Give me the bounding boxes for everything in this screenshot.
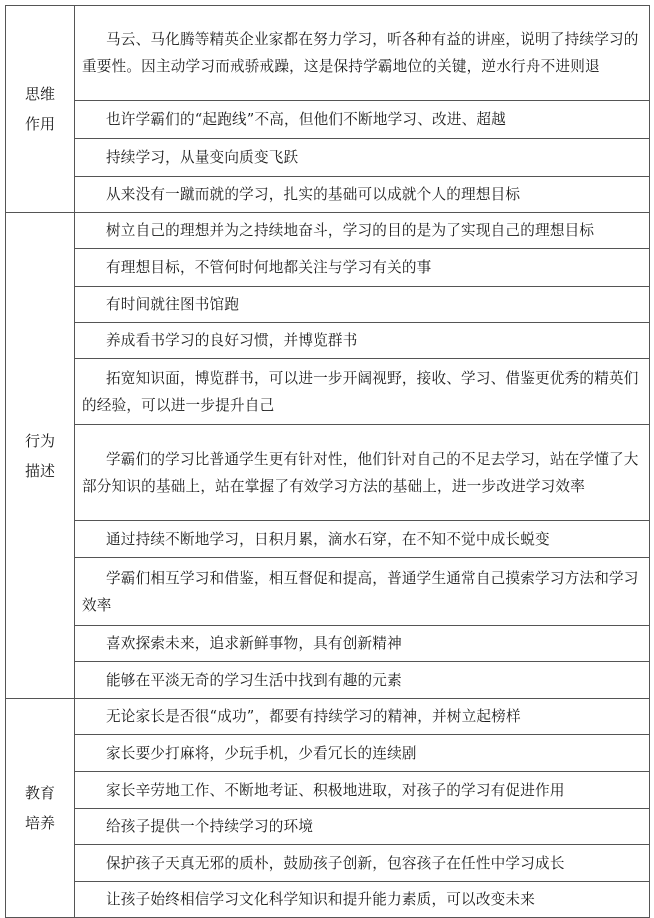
table-cell-text: 通过持续不断地学习，日积月累，滴水石穿，在不知不觉中成长蜕变 <box>75 521 650 558</box>
table-cell-text: 从来没有一蹴而就的学习，扎实的基础可以成就个人的理想目标 <box>75 177 650 213</box>
table-cell-text: 给孩子提供一个持续学习的环境 <box>75 809 650 845</box>
table-row <box>6 425 650 521</box>
table-row <box>6 6 650 101</box>
table-cell-text: 有时间就往图书馆跑 <box>75 287 650 323</box>
category-label-line: 教育 <box>24 784 55 802</box>
table-cell-text: 能够在平淡无奇的学习生活中找到有趣的元素 <box>75 662 650 699</box>
table-row <box>6 845 650 882</box>
table-cell-text: 学霸们相互学习和借鉴，相互督促和提高，普通学生通常自己摸索学习方法和学习效率 <box>75 558 650 626</box>
table-cell-text: 持续学习，从量变向质变飞跃 <box>75 139 650 177</box>
table-row <box>6 882 650 918</box>
table-cell-text: 喜欢探索未来，追求新鲜事物，具有创新精神 <box>75 626 650 662</box>
table-cell-text: 马云、马化腾等精英企业家都在努力学习，听各种有益的讲座，说明了持续学习的重要性。因主动学习而戒骄戒躁，这是保持学霸地位的关键，逆水行舟不进则退 <box>75 6 650 101</box>
table-row <box>6 177 650 213</box>
category-cell-thinking <box>6 6 75 213</box>
table-row <box>6 287 650 323</box>
table-row <box>6 521 650 558</box>
table-cell-text: 无论家长是否很“成功”，都要有持续学习的精神，并树立起榜样 <box>75 699 650 735</box>
table-row <box>6 101 650 139</box>
table-row <box>6 139 650 177</box>
table-cell-text: 也许学霸们的“起跑线”不高，但他们不断地学习、改进、超越 <box>75 101 650 139</box>
behavior-table <box>5 5 650 918</box>
table-row <box>6 558 650 626</box>
table-row <box>6 699 650 735</box>
table-row <box>6 213 650 249</box>
table-cell-text: 拓宽知识面，博览群书，可以进一步开阔视野，接收、学习、借鉴更优秀的精英们的经验，可以进一步提升自己 <box>75 359 650 425</box>
category-label-line: 描述 <box>24 461 55 480</box>
table-cell-text: 家长辛劳地工作、不断地考证、积极地进取，对孩子的学习有促进作用 <box>75 772 650 809</box>
table-cell-text: 树立自己的理想并为之持续地奋斗，学习的目的是为了实现自己的理想目标 <box>75 213 650 249</box>
category-label-line: 培养 <box>24 814 55 832</box>
table-row <box>6 772 650 809</box>
document-page <box>5 5 649 908</box>
table-row <box>6 626 650 662</box>
table-row <box>6 249 650 287</box>
table-cell-text: 有理想目标，不管何时何地都关注与学习有关的事 <box>75 249 650 287</box>
table-cell-text: 养成看书学习的良好习惯，并博览群书 <box>75 323 650 359</box>
category-label-line: 思维 <box>24 85 55 103</box>
table-cell-text: 让孩子始终相信学习文化科学知识和提升能力素质，可以改变未来 <box>75 882 650 918</box>
table-cell-text: 家长要少打麻将，少玩手机，少看冗长的连续剧 <box>75 735 650 772</box>
category-label-line: 行为 <box>24 431 55 450</box>
table-row <box>6 735 650 772</box>
table-cell-text: 保护孩子天真无邪的质朴，鼓励孩子创新，包容孩子在任性中学习成长 <box>75 845 650 882</box>
table-row <box>6 809 650 845</box>
category-cell-behavior <box>6 213 75 699</box>
table-row <box>6 359 650 425</box>
table-row <box>6 662 650 699</box>
table-cell-text: 学霸们的学习比普通学生更有针对性，他们针对自己的不足去学习，站在学懂了大部分知识的基础上，站在掌握了有效学习方法的基础上，进一步改进学习效率 <box>75 425 650 521</box>
category-cell-education <box>6 699 75 918</box>
category-label-line: 作用 <box>24 115 55 133</box>
table-row <box>6 323 650 359</box>
